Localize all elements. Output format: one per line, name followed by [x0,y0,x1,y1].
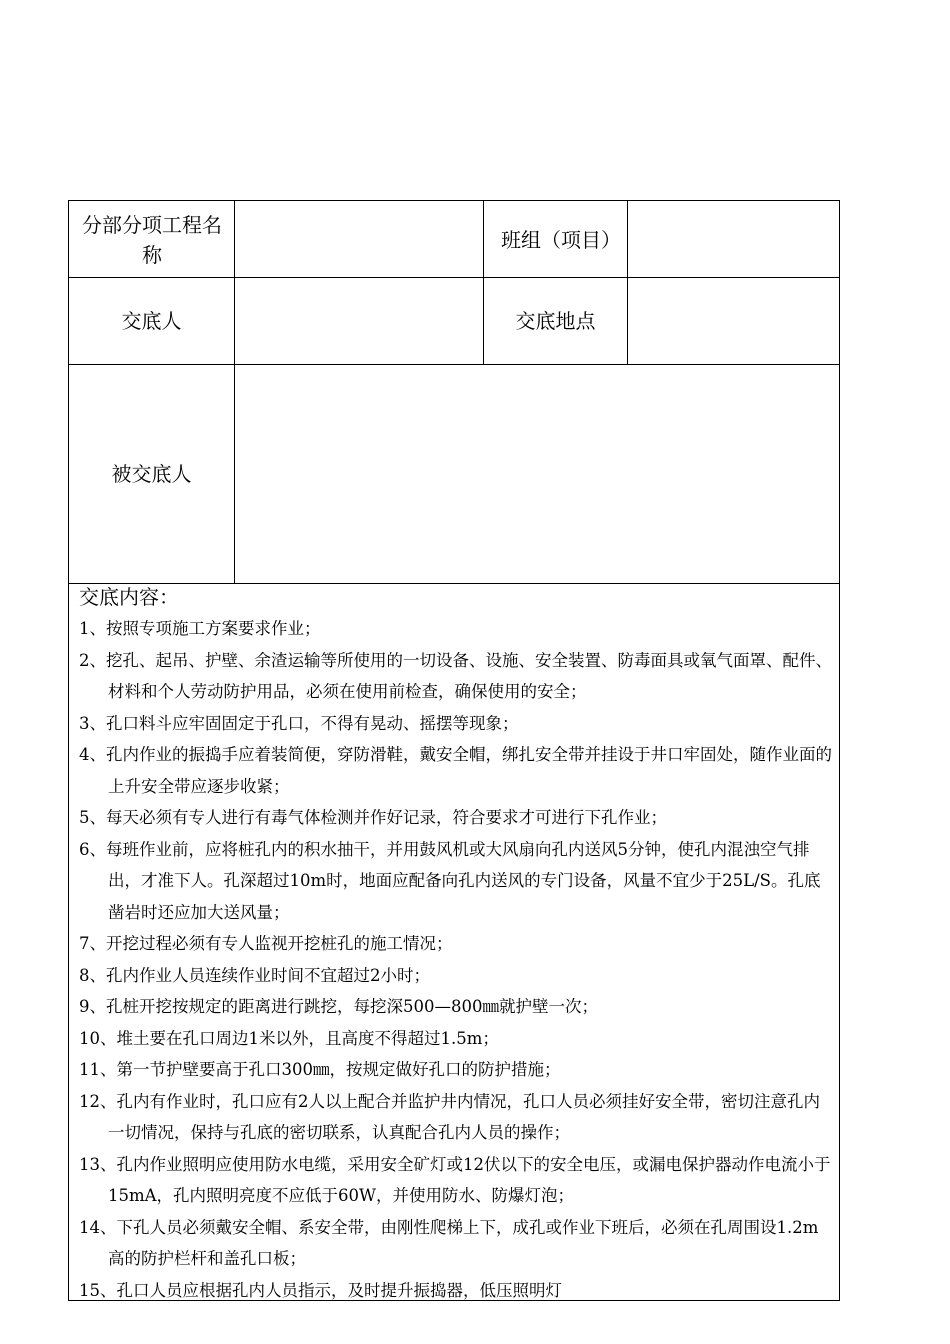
list-item: 8、孔内作业人员连续作业时间不宜超过2小时； [79,965,430,985]
list-item: 9、孔桩开挖按规定的距离进行跳挖，每挖深500—800㎜就护壁一次； [79,997,598,1016]
list-item: 15、孔口人员应根据孔内人员指示，及时提升振捣器，低压照明灯 [79,1280,562,1300]
list-item: 3、孔口料斗应牢固固定于孔口，不得有晃动、摇摆等现象； [79,713,519,733]
location-value[interactable] [628,278,839,364]
project-name-label: 分部分项工程名称 [82,213,222,267]
briefing-content [79,585,834,1306]
list-item: 11、第一节护壁要高于孔口300㎜，按规定做好孔口的防护措施； [79,1060,561,1079]
list-item: 13、孔内作业照明应使用防水电缆，采用安全矿灯或12伏以下的安全电压，或漏电保护器动作电流小于15mA，孔内照明亮度不应低于60W，并使用防水、防爆灯泡； [79,1154,831,1205]
project-name-value[interactable] [235,201,483,277]
list-item: 1、按照专项施工方案要求作业； [79,619,321,638]
team-label: 班组（项目） [501,228,621,252]
list-item: 5、每天必须有专人进行有毒气体检测并作好记录，符合要求才可进行下孔作业； [79,808,667,827]
list-item: 2、挖孔、起吊、护壁、余渣运输等所使用的一切设备、设施、安全装置、防毒面具或氧气面罩、配件、材料和个人劳动防护用品，必须在使用前检查，确保使用的安全； [79,650,832,701]
list-item: 6、每班作业前，应将桩孔内的积水抽干，并用鼓风机或大风扇向孔内送风5分钟，使孔内混浊空气排出，才准下人。孔深超过10m时，地面应配备向孔内送风的专门设备，风量不宜少于25L/S。孔底凿岩时还应加大送风量； [79,839,821,922]
presenter-label: 交底人 [121,309,182,333]
list-item: 7、开挖过程必须有专人监视开挖桩孔的施工情况； [79,934,453,953]
location-label: 交底地点 [515,309,596,333]
presenter-value[interactable] [235,278,483,364]
safety-briefing-form [68,200,840,1301]
list-item: 12、孔内有作业时，孔口应有2人以上配合并监护井内情况，孔口人员必须挂好安全带，密切注意孔内一切情况，保持与孔底的密切联系，认真配合孔内人员的操作； [79,1091,820,1142]
recipients-label: 被交底人 [111,462,192,486]
list-item: 10、堆土要在孔口周边1米以外，且高度不得超过1.5m； [79,1028,499,1048]
list-item: 14、下孔人员必须戴安全帽、系安全带，由刚性爬梯上下，成孔或作业下班后，必须在孔周围设1.2m高的防护栏杆和盖孔口板； [79,1217,819,1268]
row-divider [69,583,839,584]
content-title: 交底内容： [79,585,179,609]
recipients-value[interactable] [235,365,839,583]
list-item: 4、孔内作业的振捣手应着装简便，穿防滑鞋，戴安全帽，绑扎安全带并挂设于井口牢固处，随作业面的上升安全带应逐步收紧； [79,745,832,796]
team-value[interactable] [628,201,839,277]
